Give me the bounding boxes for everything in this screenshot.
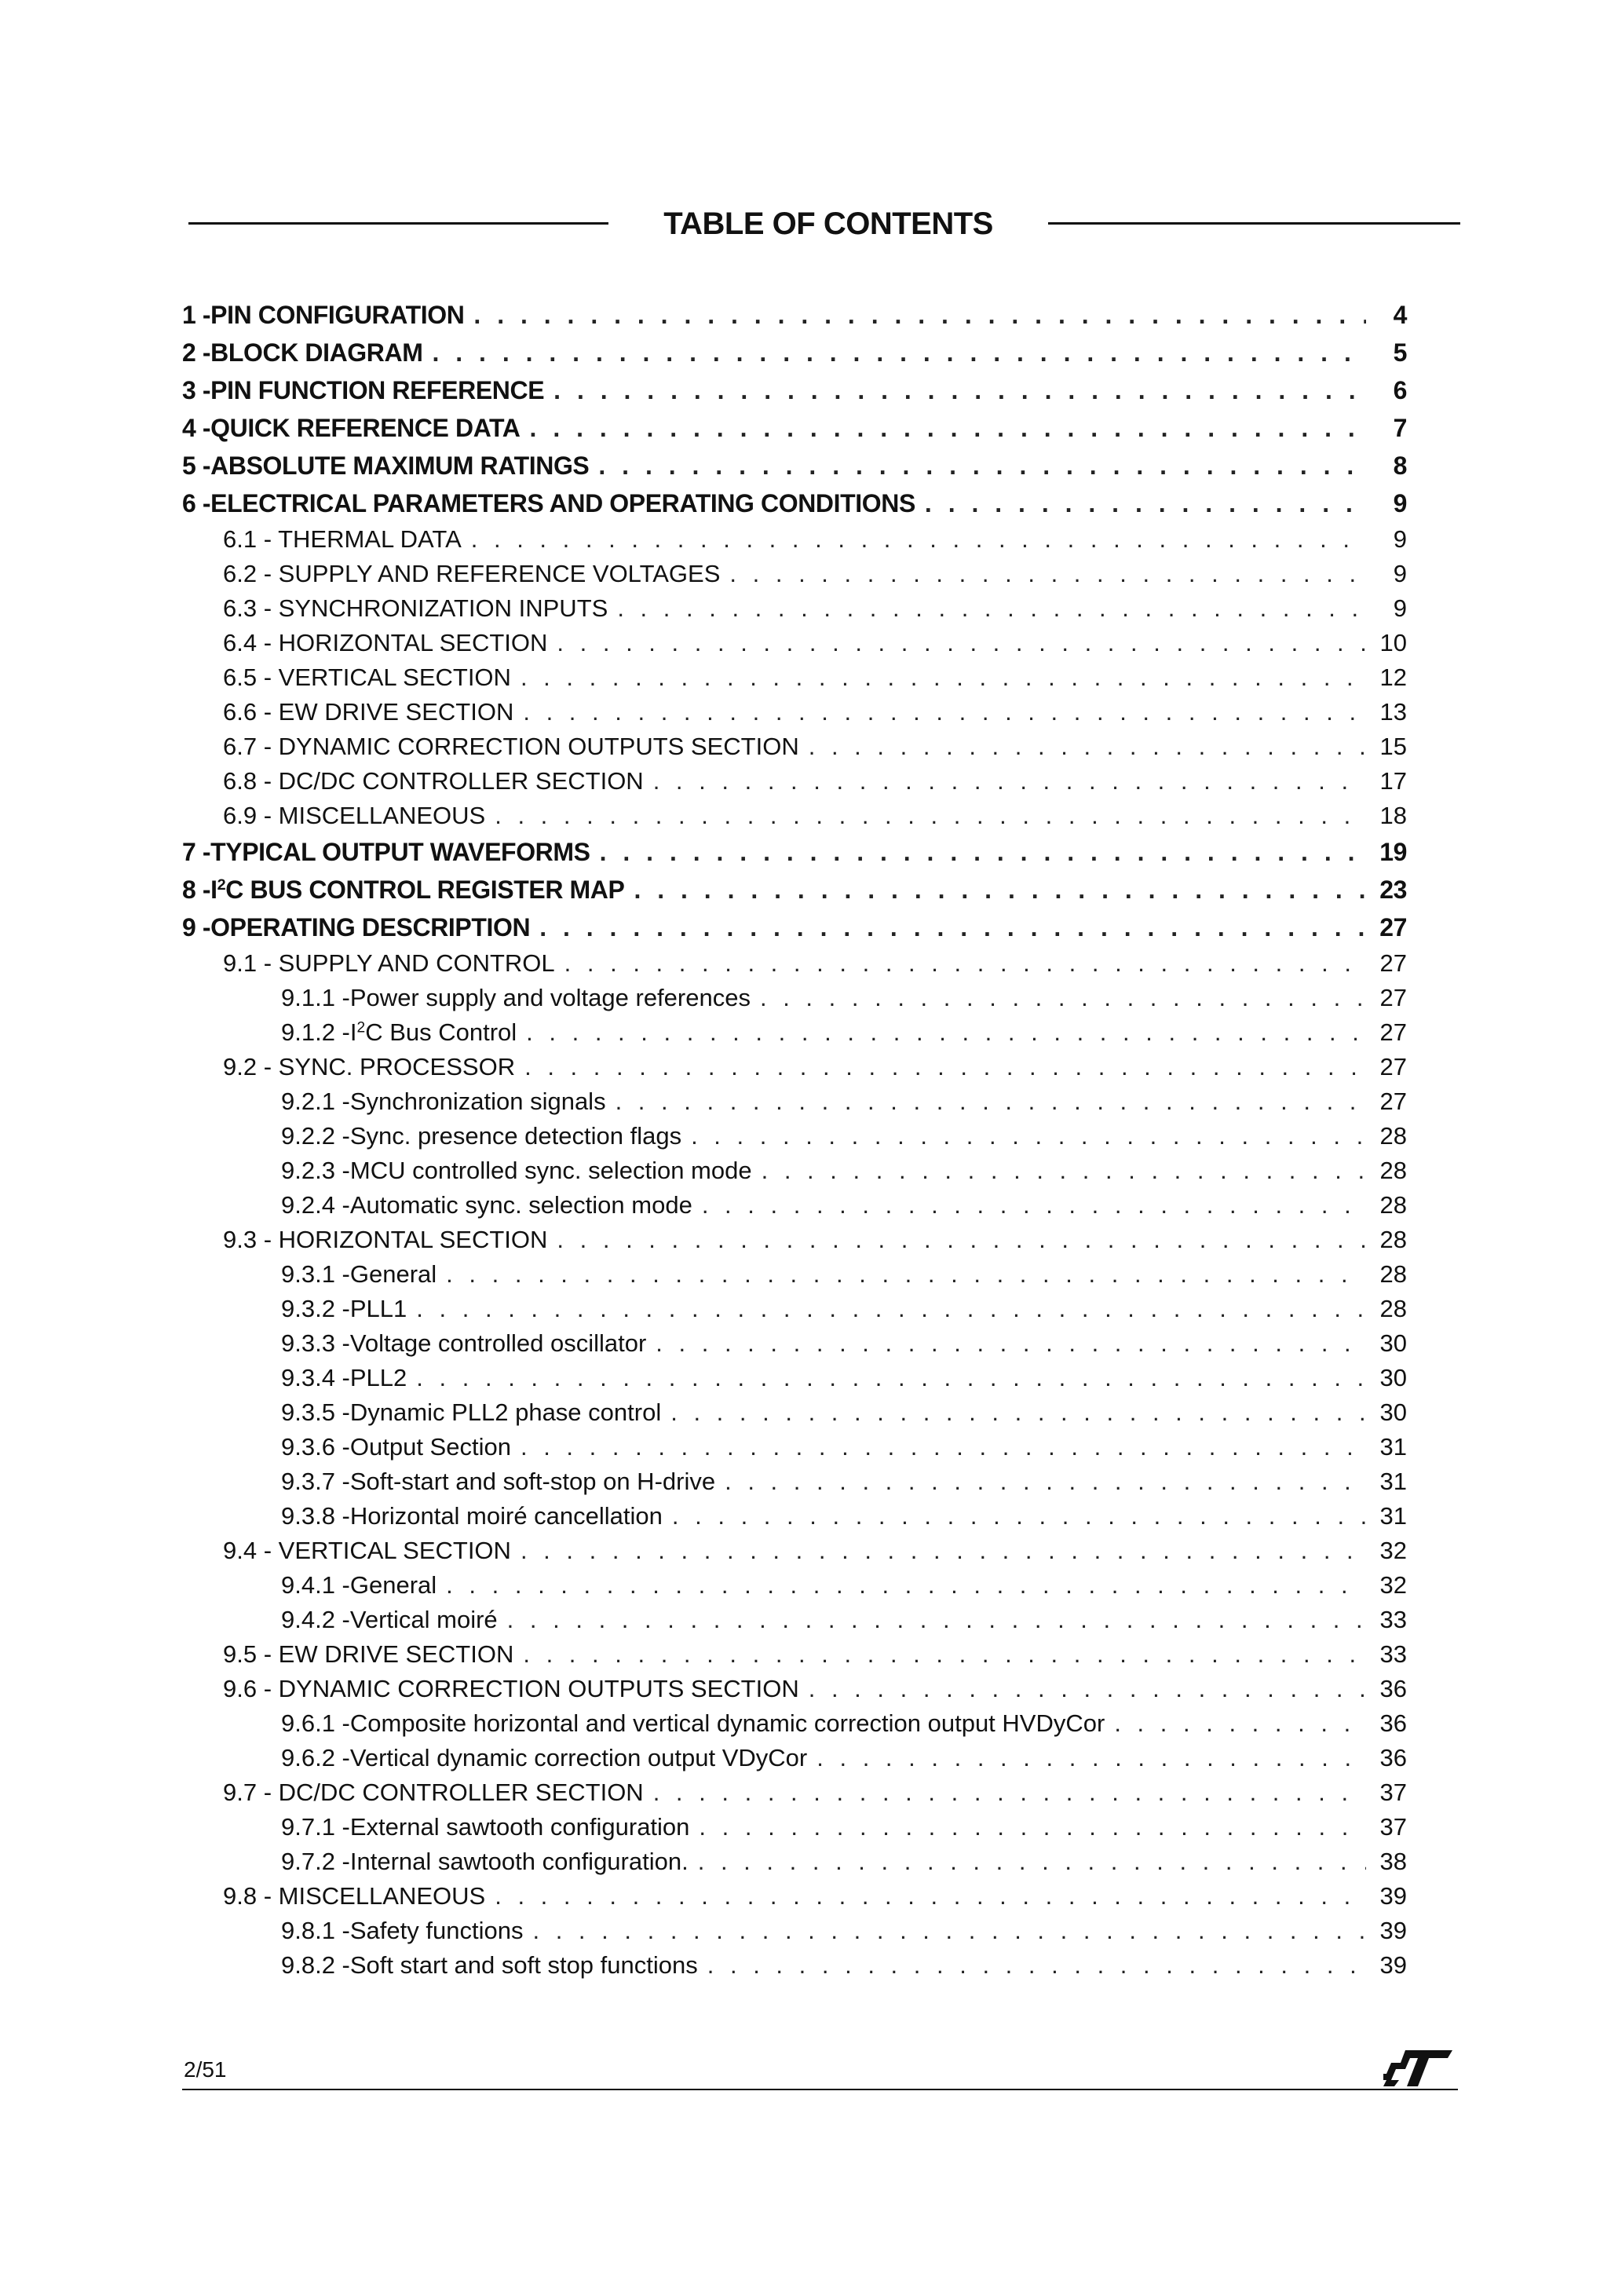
toc-entry-label bbox=[281, 1292, 407, 1326]
toc-entry-label bbox=[281, 1499, 663, 1534]
toc-entry-label bbox=[281, 1948, 698, 1983]
toc-entry[interactable] bbox=[182, 591, 1407, 626]
toc-entry[interactable] bbox=[182, 660, 1407, 695]
toc-entry-label-text: 9.2.1 -Synchronization signals bbox=[281, 1088, 606, 1115]
toc-entry-label bbox=[223, 557, 720, 591]
toc-entry-label-text: 9.7.1 -External sawtooth configuration bbox=[281, 1813, 690, 1841]
toc-entry-label bbox=[281, 1430, 511, 1464]
toc-entry-label-text: 9.2 - SYNC. PROCESSOR bbox=[223, 1053, 516, 1080]
dot-leader bbox=[416, 1361, 1366, 1395]
toc-entry-label bbox=[223, 1879, 485, 1914]
toc-entry-label bbox=[223, 1050, 515, 1084]
toc-entry[interactable] bbox=[182, 695, 1407, 729]
dot-leader bbox=[532, 1914, 1366, 1948]
toc-entry-label-text: 9.4 - VERTICAL SECTION bbox=[223, 1537, 511, 1564]
toc-entry[interactable] bbox=[182, 1326, 1407, 1361]
toc-entry[interactable] bbox=[182, 1948, 1407, 1983]
toc-entry-page: 28 bbox=[1379, 1295, 1407, 1322]
title-rule-left bbox=[188, 222, 608, 225]
dot-leader bbox=[495, 1879, 1366, 1914]
toc-entry[interactable] bbox=[182, 1119, 1407, 1153]
toc-entry-label-text: 6.4 - HORIZONTAL SECTION bbox=[223, 629, 548, 656]
toc-entry[interactable] bbox=[182, 1603, 1407, 1637]
toc-entry-page: 27 bbox=[1379, 984, 1407, 1011]
toc-entry-label-text: 9.7.2 -Internal sawtooth configuration. bbox=[281, 1848, 689, 1875]
toc-entry-label-text: 9.3.6 -Output Section bbox=[281, 1433, 511, 1461]
toc-entry[interactable] bbox=[182, 626, 1407, 660]
toc-entry-label bbox=[281, 1361, 407, 1395]
toc-entry-label bbox=[281, 1188, 692, 1223]
toc-entry-label bbox=[182, 447, 589, 484]
toc-entry-page: 15 bbox=[1379, 733, 1407, 760]
toc-entry-label bbox=[281, 1015, 517, 1050]
toc-entry-label-text: 9.4.1 -General bbox=[281, 1571, 437, 1599]
toc-entry[interactable] bbox=[182, 1499, 1407, 1534]
toc-entry-label bbox=[281, 1153, 752, 1188]
toc-entry-label-text: 9.7 - DC/DC CONTROLLER SECTION bbox=[223, 1779, 644, 1806]
toc-entry-label-text: 8 -I bbox=[182, 876, 217, 904]
toc-entry-label bbox=[281, 981, 751, 1015]
toc-entry-page: 31 bbox=[1379, 1433, 1407, 1461]
toc-entry[interactable] bbox=[182, 1568, 1407, 1603]
toc-entry-page: 17 bbox=[1379, 767, 1407, 795]
dot-leader bbox=[523, 695, 1366, 729]
dot-leader bbox=[507, 1603, 1366, 1637]
toc-entry-page: 28 bbox=[1379, 1260, 1407, 1288]
toc-entry-label bbox=[223, 1637, 513, 1672]
dot-leader bbox=[760, 981, 1366, 1015]
toc-entry-label bbox=[223, 660, 511, 695]
toc-entry[interactable] bbox=[182, 1361, 1407, 1395]
toc-entry-label bbox=[281, 1464, 715, 1499]
toc-entry-label-text: 9.8.1 -Safety functions bbox=[281, 1917, 524, 1944]
toc-entry-label bbox=[182, 409, 521, 447]
toc-entry-label-text: 6.6 - EW DRIVE SECTION bbox=[223, 698, 514, 726]
toc-entry[interactable] bbox=[182, 1050, 1407, 1084]
toc-entry-label bbox=[281, 1741, 807, 1775]
toc-list bbox=[182, 296, 1407, 1983]
toc-title-row bbox=[188, 200, 1460, 247]
toc-entry-page: 39 bbox=[1379, 1951, 1407, 1979]
toc-entry-label-text: 6.3 - SYNCHRONIZATION INPUTS bbox=[223, 594, 608, 622]
toc-entry-page: 9 bbox=[1393, 594, 1407, 622]
dot-leader bbox=[416, 1292, 1366, 1326]
dot-leader bbox=[729, 557, 1366, 591]
toc-entry-page: 28 bbox=[1379, 1157, 1407, 1184]
toc-entry-label-text: 3 -PIN FUNCTION REFERENCE bbox=[182, 376, 545, 404]
toc-entry-page: 9 bbox=[1393, 489, 1407, 517]
toc-entry-label-text: 9.6.1 -Composite horizontal and vertical dynamic correction output HVDyCor bbox=[281, 1709, 1105, 1737]
dot-leader bbox=[617, 591, 1366, 626]
toc-entry-page: 27 bbox=[1379, 1018, 1407, 1046]
dot-leader bbox=[672, 1499, 1366, 1534]
toc-entry-label bbox=[281, 1084, 606, 1119]
toc-entry-label-text: 9.3.3 -Voltage controlled oscillator bbox=[281, 1329, 647, 1357]
toc-entry-label bbox=[223, 764, 644, 799]
toc-entry-label-text: 9.1.2 -I bbox=[281, 1018, 357, 1046]
toc-entry[interactable] bbox=[182, 1084, 1407, 1119]
toc-entry-page: 31 bbox=[1379, 1468, 1407, 1495]
toc-entry-label bbox=[281, 1326, 646, 1361]
toc-entry-page: 19 bbox=[1379, 838, 1407, 866]
toc-entry[interactable] bbox=[182, 484, 1407, 522]
dot-leader bbox=[1114, 1706, 1366, 1741]
toc-entry-page: 23 bbox=[1379, 876, 1407, 904]
toc-entry[interactable] bbox=[182, 1741, 1407, 1775]
toc-entry-page: 8 bbox=[1393, 452, 1407, 480]
toc-entry-label-text: 9.2.2 -Sync. presence detection flags bbox=[281, 1122, 682, 1150]
toc-entry-label-text: 9.3.8 -Horizontal moiré cancellation bbox=[281, 1502, 663, 1530]
toc-entry-label-text: 9.4.2 -Vertical moiré bbox=[281, 1606, 498, 1633]
toc-entry-label-text: 9.1 - SUPPLY AND CONTROL bbox=[223, 949, 555, 977]
toc-entry[interactable] bbox=[182, 1153, 1407, 1188]
toc-entry[interactable] bbox=[182, 1775, 1407, 1810]
toc-entry-page: 10 bbox=[1379, 629, 1407, 656]
toc-entry-page: 6 bbox=[1393, 376, 1407, 404]
toc-entry-page: 18 bbox=[1379, 802, 1407, 829]
toc-entry[interactable] bbox=[182, 981, 1407, 1015]
toc-entry[interactable] bbox=[182, 764, 1407, 799]
dot-leader bbox=[523, 1637, 1366, 1672]
toc-entry-page: 27 bbox=[1379, 1088, 1407, 1115]
toc-entry-label bbox=[223, 1534, 511, 1568]
toc-entry-label bbox=[182, 484, 915, 522]
toc-entry-page: 27 bbox=[1379, 913, 1407, 941]
toc-entry-label-text: 6.2 - SUPPLY AND REFERENCE VOLTAGES bbox=[223, 560, 721, 587]
toc-entry[interactable] bbox=[182, 1844, 1407, 1879]
toc-entry-label bbox=[182, 334, 422, 371]
dot-leader bbox=[656, 1326, 1366, 1361]
dot-leader bbox=[762, 1153, 1366, 1188]
toc-entry-page: 32 bbox=[1379, 1537, 1407, 1564]
toc-entry-label-text: 9.2.4 -Automatic sync. selection mode bbox=[281, 1191, 692, 1219]
toc-entry[interactable] bbox=[182, 1292, 1407, 1326]
toc-entry[interactable] bbox=[182, 871, 1407, 909]
footer-rule bbox=[182, 2089, 1458, 2090]
toc-entry-label bbox=[223, 522, 462, 557]
toc-entry-label bbox=[223, 626, 547, 660]
toc-entry-page: 30 bbox=[1379, 1364, 1407, 1391]
dot-leader bbox=[446, 1257, 1366, 1292]
dot-leader bbox=[707, 1948, 1366, 1983]
toc-entry-page: 30 bbox=[1379, 1329, 1407, 1357]
dot-leader bbox=[809, 1672, 1366, 1706]
toc-entry-page: 9 bbox=[1393, 560, 1407, 587]
toc-entry-label-text: 9.3 - HORIZONTAL SECTION bbox=[223, 1226, 548, 1253]
toc-entry-label bbox=[281, 1706, 1105, 1741]
toc-entry-label-text: 9 -OPERATING DESCRIPTION bbox=[182, 913, 531, 941]
toc-entry-page: 28 bbox=[1379, 1122, 1407, 1150]
toc-entry[interactable] bbox=[182, 1430, 1407, 1464]
toc-entry-label bbox=[281, 1257, 437, 1292]
toc-entry[interactable] bbox=[182, 1464, 1407, 1499]
toc-entry[interactable] bbox=[182, 522, 1407, 557]
toc-entry-label bbox=[281, 1603, 498, 1637]
dot-leader bbox=[539, 909, 1366, 946]
dot-leader bbox=[598, 447, 1366, 484]
toc-entry-label-text: 6.5 - VERTICAL SECTION bbox=[223, 664, 511, 691]
toc-entry-label-text: 9.6 - DYNAMIC CORRECTION OUTPUTS SECTION bbox=[223, 1675, 799, 1702]
toc-entry-label bbox=[182, 871, 624, 909]
toc-entry-page: 36 bbox=[1379, 1744, 1407, 1771]
dot-leader bbox=[521, 1430, 1366, 1464]
dot-leader bbox=[524, 1050, 1366, 1084]
toc-entry-page: 4 bbox=[1393, 301, 1407, 329]
dot-leader bbox=[616, 1084, 1366, 1119]
toc-entry-label-text: 9.3.5 -Dynamic PLL2 phase control bbox=[281, 1398, 662, 1426]
toc-entry[interactable] bbox=[182, 447, 1407, 484]
toc-entry-label-text: 6.8 - DC/DC CONTROLLER SECTION bbox=[223, 767, 644, 795]
toc-entry[interactable] bbox=[182, 409, 1407, 447]
toc-entry-label-text: 1 -PIN CONFIGURATION bbox=[182, 301, 465, 329]
toc-entry[interactable] bbox=[182, 1879, 1407, 1914]
toc-entry-label-text: 9.8.2 -Soft start and soft stop functions bbox=[281, 1951, 698, 1979]
toc-entry-label-text: 9.1.1 -Power supply and voltage references bbox=[281, 984, 751, 1011]
dot-leader bbox=[653, 764, 1366, 799]
toc-entry-page: 27 bbox=[1379, 1053, 1407, 1080]
dot-leader bbox=[521, 1534, 1366, 1568]
toc-entry-label-text: 4 -QUICK REFERENCE DATA bbox=[182, 414, 521, 442]
st-logo-text: ST bbox=[1383, 2050, 1385, 2051]
dot-leader bbox=[600, 833, 1366, 871]
dot-leader bbox=[473, 296, 1366, 334]
toc-entry[interactable] bbox=[182, 729, 1407, 764]
toc-entry[interactable] bbox=[182, 334, 1407, 371]
toc-entry-label-text: 6.9 - MISCELLANEOUS bbox=[223, 802, 486, 829]
toc-entry-page: 9 bbox=[1393, 525, 1407, 553]
toc-entry-label bbox=[182, 371, 544, 409]
toc-entry-label bbox=[281, 1568, 437, 1603]
toc-entry-label bbox=[281, 1914, 523, 1948]
toc-entry-page: 12 bbox=[1379, 664, 1407, 691]
dot-leader bbox=[816, 1741, 1366, 1775]
toc-entry[interactable] bbox=[182, 909, 1407, 946]
toc-entry-label-text: 9.2.3 -MCU controlled sync. selection mode bbox=[281, 1157, 752, 1184]
toc-entry[interactable] bbox=[182, 1395, 1407, 1430]
toc-entry-label-text: 6 -ELECTRICAL PARAMETERS AND OPERATING CONDITIONS bbox=[182, 489, 915, 517]
toc-entry-label-text: 9.5 - EW DRIVE SECTION bbox=[223, 1640, 514, 1668]
toc-entry-label bbox=[223, 729, 799, 764]
dot-leader bbox=[446, 1568, 1366, 1603]
toc-entry-label-suffix: C BUS CONTROL REGISTER MAP bbox=[225, 876, 625, 904]
toc-entry-page: 7 bbox=[1393, 414, 1407, 442]
toc-entry-label-text: 9.3.4 -PLL2 bbox=[281, 1364, 407, 1391]
toc-entry[interactable] bbox=[182, 1257, 1407, 1292]
toc-entry[interactable] bbox=[182, 946, 1407, 981]
dot-leader bbox=[564, 946, 1366, 981]
toc-entry[interactable] bbox=[182, 1914, 1407, 1948]
toc-entry-label bbox=[281, 1119, 681, 1153]
toc-entry-label-text: 9.8 - MISCELLANEOUS bbox=[223, 1882, 486, 1910]
toc-entry[interactable] bbox=[182, 1637, 1407, 1672]
toc-entry[interactable] bbox=[182, 833, 1407, 871]
toc-entry-page: 36 bbox=[1379, 1709, 1407, 1737]
toc-entry-label bbox=[223, 695, 513, 729]
toc-entry-page: 13 bbox=[1379, 698, 1407, 726]
toc-entry-label bbox=[223, 1223, 547, 1257]
toc-entry-label-text: 9.3.1 -General bbox=[281, 1260, 437, 1288]
toc-entry-label bbox=[281, 1844, 689, 1879]
dot-leader bbox=[521, 660, 1366, 695]
toc-entry-page: 33 bbox=[1379, 1640, 1407, 1668]
toc-entry-page: 28 bbox=[1379, 1226, 1407, 1253]
toc-entry-label-text: 6.1 - THERMAL DATA bbox=[223, 525, 462, 553]
toc-entry-label-text: 2 -BLOCK DIAGRAM bbox=[182, 338, 423, 367]
toc-entry-label bbox=[281, 1810, 689, 1844]
toc-entry-superscript: 2 bbox=[217, 876, 226, 894]
toc-entry-page: 39 bbox=[1379, 1917, 1407, 1944]
dot-leader bbox=[553, 371, 1366, 409]
toc-entry[interactable] bbox=[182, 1223, 1407, 1257]
dot-leader bbox=[925, 484, 1366, 522]
dot-leader bbox=[670, 1395, 1366, 1430]
toc-entry-page: 28 bbox=[1379, 1191, 1407, 1219]
toc-entry-page: 37 bbox=[1379, 1813, 1407, 1841]
dot-leader bbox=[698, 1844, 1366, 1879]
dot-leader bbox=[653, 1775, 1366, 1810]
toc-entry[interactable] bbox=[182, 296, 1407, 334]
dot-leader bbox=[634, 871, 1366, 909]
page-title: TABLE OF CONTENTS bbox=[663, 207, 993, 241]
toc-entry-page: 37 bbox=[1379, 1779, 1407, 1806]
page-number: 2/51 bbox=[184, 2057, 227, 2082]
toc-entry-label-suffix: C Bus Control bbox=[365, 1018, 517, 1046]
toc-entry[interactable] bbox=[182, 1188, 1407, 1223]
dot-leader bbox=[526, 1015, 1366, 1050]
toc-entry-label bbox=[182, 833, 590, 871]
dot-leader bbox=[699, 1810, 1366, 1844]
toc-entry-label bbox=[223, 799, 485, 833]
toc-entry-page: 30 bbox=[1379, 1398, 1407, 1426]
toc-entry[interactable] bbox=[182, 1706, 1407, 1741]
toc-entry-page: 32 bbox=[1379, 1571, 1407, 1599]
dot-leader bbox=[725, 1464, 1366, 1499]
toc-entry[interactable] bbox=[182, 1534, 1407, 1568]
toc-entry-label bbox=[223, 946, 555, 981]
toc-entry[interactable] bbox=[182, 1015, 1407, 1050]
dot-leader bbox=[557, 626, 1366, 660]
dot-leader bbox=[691, 1119, 1366, 1153]
toc-entry-page: 39 bbox=[1379, 1882, 1407, 1910]
dot-leader bbox=[495, 799, 1366, 833]
toc-entry[interactable] bbox=[182, 799, 1407, 833]
toc-entry-page: 31 bbox=[1379, 1502, 1407, 1530]
toc-entry-label bbox=[223, 1672, 799, 1706]
dot-leader bbox=[432, 334, 1366, 371]
dot-leader bbox=[809, 729, 1366, 764]
toc-entry-label bbox=[223, 591, 608, 626]
st-logo-icon bbox=[1383, 2050, 1452, 2086]
toc-entry-page: 5 bbox=[1393, 338, 1407, 367]
toc-entry[interactable] bbox=[182, 1672, 1407, 1706]
toc-entry-label-text: 5 -ABSOLUTE MAXIMUM RATINGS bbox=[182, 452, 590, 480]
toc-entry-label-text: 7 -TYPICAL OUTPUT WAVEFORMS bbox=[182, 838, 590, 866]
toc-entry-page: 38 bbox=[1379, 1848, 1407, 1875]
toc-entry-label-text: 9.3.7 -Soft-start and soft-stop on H-drive bbox=[281, 1468, 716, 1495]
title-rule-right bbox=[1048, 222, 1460, 225]
toc-entry[interactable] bbox=[182, 1810, 1407, 1844]
toc-entry[interactable] bbox=[182, 557, 1407, 591]
dot-leader bbox=[557, 1223, 1366, 1257]
toc-entry-label bbox=[281, 1395, 661, 1430]
toc-entry-label-text: 6.7 - DYNAMIC CORRECTION OUTPUTS SECTION bbox=[223, 733, 799, 760]
toc-entry-page: 33 bbox=[1379, 1606, 1407, 1633]
toc-entry-page: 36 bbox=[1379, 1675, 1407, 1702]
toc-entry-label-text: 9.6.2 -Vertical dynamic correction output VDyCor bbox=[281, 1744, 808, 1771]
dot-leader bbox=[530, 409, 1366, 447]
dot-leader bbox=[471, 522, 1366, 557]
toc-entry-label bbox=[223, 1775, 644, 1810]
toc-entry-page: 27 bbox=[1379, 949, 1407, 977]
dot-leader bbox=[702, 1188, 1366, 1223]
toc-entry-label bbox=[182, 296, 464, 334]
toc-entry-label bbox=[182, 909, 530, 946]
toc-entry-superscript: 2 bbox=[356, 1019, 366, 1036]
toc-entry[interactable] bbox=[182, 371, 1407, 409]
toc-entry-label-text: 9.3.2 -PLL1 bbox=[281, 1295, 407, 1322]
